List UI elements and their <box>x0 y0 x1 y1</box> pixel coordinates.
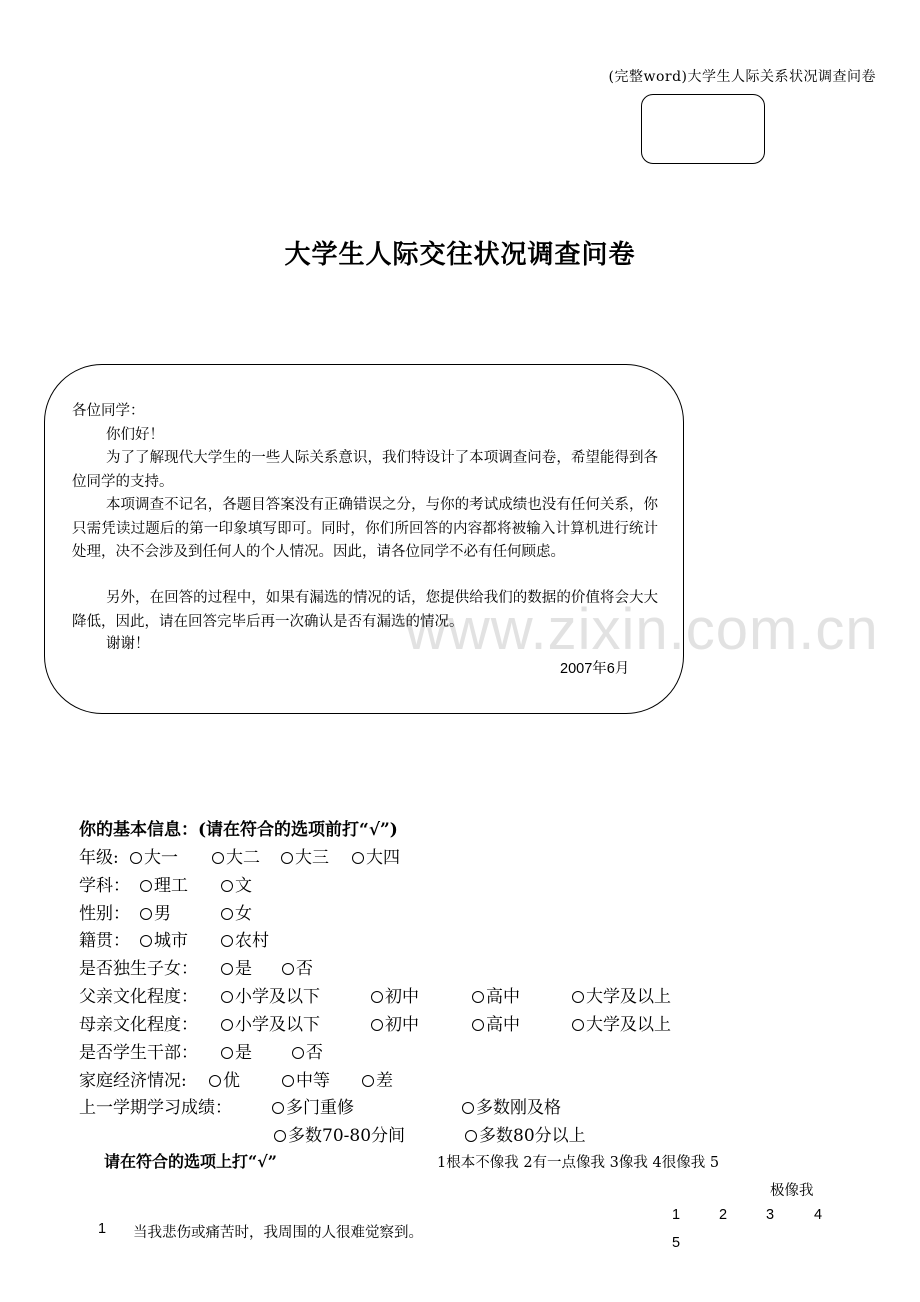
economy-label: 家庭经济情况: <box>79 1071 187 1091</box>
letter-paragraph-1: 为了了解现代大学生的一些人际关系意识，我们特设计了本项调查问卷，希望能得到各位同学的支持。 <box>72 450 658 490</box>
basic-info-heading: 你的基本信息：(请在符合的选项前打“√”) <box>79 820 398 840</box>
origin-option[interactable] <box>221 926 269 951</box>
grade-label: 年级: <box>79 848 119 868</box>
radio-icon <box>371 991 383 1003</box>
mother-edu-option[interactable] <box>371 1010 419 1035</box>
score-option[interactable]: 1 <box>672 1207 681 1223</box>
radio-icon <box>282 1075 294 1087</box>
subject-option[interactable] <box>221 871 252 896</box>
option-label: 大一 <box>144 848 178 868</box>
option-label: 是 <box>235 1043 252 1063</box>
option-label: 否 <box>306 1043 323 1063</box>
radio-icon <box>272 1102 284 1114</box>
letter-paragraph-3: 另外，在回答的过程中，如果有漏选的情况的话，您提供给我们的数据的价值将会大大降低，因此，请在回答完毕后再一次确认是否有漏选的情况。 <box>72 590 658 630</box>
option-label: 大二 <box>226 848 260 868</box>
mother-edu-label: 母亲文化程度： <box>79 1015 198 1035</box>
option-label: 女 <box>235 904 252 924</box>
radio-icon <box>140 880 152 892</box>
grade-option[interactable] <box>212 843 260 868</box>
cadre-option[interactable] <box>221 1038 252 1063</box>
gender-label: 性别： <box>79 904 130 924</box>
code-box <box>641 94 765 164</box>
radio-icon <box>352 852 364 864</box>
grades-option[interactable] <box>462 1093 561 1118</box>
option-label: 多门重修 <box>286 1098 354 1118</box>
radio-icon <box>462 1102 474 1114</box>
option-label: 城市 <box>154 931 188 951</box>
radio-icon <box>572 991 584 1003</box>
radio-icon <box>221 908 233 920</box>
radio-icon <box>572 1019 584 1031</box>
radio-icon <box>282 963 294 975</box>
origin-label: 籍贯： <box>79 931 130 951</box>
radio-icon <box>140 935 152 947</box>
option-label: 初中 <box>385 1015 419 1035</box>
score-option[interactable]: 3 <box>766 1207 775 1223</box>
grades-option[interactable] <box>272 1093 354 1118</box>
radio-icon <box>465 1130 477 1142</box>
economy-option[interactable] <box>209 1066 240 1091</box>
radio-icon <box>274 1130 286 1142</box>
option-label: 农村 <box>235 931 269 951</box>
gender-option[interactable] <box>221 899 252 924</box>
option-label: 理工 <box>154 876 188 896</box>
radio-icon <box>362 1075 374 1087</box>
subject-label: 学科： <box>79 876 130 896</box>
radio-icon <box>221 991 233 1003</box>
radio-icon <box>281 852 293 864</box>
radio-icon <box>371 1019 383 1031</box>
question-text: 当我悲伤或痛苦时，我周围的人很难觉察到。 <box>133 1225 423 1241</box>
radio-icon <box>472 1019 484 1031</box>
grade-option[interactable] <box>130 843 178 868</box>
option-label: 差 <box>376 1071 393 1091</box>
radio-icon <box>221 935 233 947</box>
father-edu-option[interactable] <box>572 982 671 1007</box>
option-label: 大学及以上 <box>586 1015 671 1035</box>
score-option[interactable]: 4 <box>814 1207 823 1223</box>
option-label: 文 <box>235 876 252 896</box>
option-label: 中等 <box>296 1071 330 1091</box>
cadre-option[interactable] <box>292 1038 323 1063</box>
option-label: 高中 <box>486 987 520 1007</box>
father-edu-label: 父亲文化程度： <box>79 987 198 1007</box>
father-edu-option[interactable] <box>371 982 419 1007</box>
radio-icon <box>221 880 233 892</box>
option-label: 高中 <box>486 1015 520 1035</box>
grade-row <box>79 843 119 868</box>
radio-icon <box>212 852 224 864</box>
option-label: 男 <box>154 904 171 924</box>
likert-instruction: 请在符合的选项上打“√” <box>104 1152 277 1171</box>
likert-scale-legend-cont: 极像我 <box>770 1183 814 1199</box>
gender-option[interactable] <box>140 899 171 924</box>
radio-icon <box>130 852 142 864</box>
option-label: 小学及以下 <box>235 987 320 1007</box>
subject-option[interactable] <box>140 871 188 896</box>
only-child-option[interactable] <box>221 954 252 979</box>
cadre-label: 是否学生干部： <box>79 1043 198 1063</box>
letter-thanks: 谢谢！ <box>106 636 150 652</box>
grade-option[interactable] <box>281 843 329 868</box>
grades-label: 上一学期学习成绩： <box>79 1098 232 1118</box>
question-number: 1 <box>98 1221 107 1237</box>
letter-date: 2007年6月 <box>560 661 630 677</box>
option-label: 大四 <box>366 848 400 868</box>
mother-edu-option[interactable] <box>221 1010 320 1035</box>
option-label: 小学及以下 <box>235 1015 320 1035</box>
radio-icon <box>472 991 484 1003</box>
radio-icon <box>221 1047 233 1059</box>
radio-icon <box>292 1047 304 1059</box>
option-label: 多数70-80分间 <box>288 1126 406 1146</box>
option-label: 优 <box>223 1071 240 1091</box>
watermark: www.zixin.com.cn <box>405 597 879 662</box>
mother-edu-option[interactable] <box>572 1010 671 1035</box>
radio-icon <box>221 1019 233 1031</box>
radio-icon <box>221 963 233 975</box>
letter-greeting: 你们好！ <box>106 427 164 443</box>
grades-option[interactable] <box>274 1121 405 1146</box>
mother-edu-option[interactable] <box>472 1010 520 1035</box>
only-child-label: 是否独生子女： <box>79 959 198 979</box>
origin-option[interactable] <box>140 926 188 951</box>
economy-option[interactable] <box>362 1066 393 1091</box>
score-option[interactable]: 2 <box>719 1207 728 1223</box>
option-label: 多数刚及格 <box>476 1098 561 1118</box>
father-edu-option[interactable] <box>472 982 520 1007</box>
option-label: 否 <box>296 959 313 979</box>
option-label: 多数80分以上 <box>479 1126 586 1146</box>
grades-option[interactable] <box>465 1121 586 1146</box>
only-child-option[interactable] <box>282 954 313 979</box>
likert-scale-legend: 1根本不像我 2有一点像我 3像我 4很像我 5 <box>437 1155 720 1171</box>
radio-icon <box>209 1075 221 1087</box>
option-label: 是 <box>235 959 252 979</box>
radio-icon <box>140 908 152 920</box>
option-label: 初中 <box>385 987 419 1007</box>
page-title: 大学生人际交往状况调查问卷 <box>284 240 636 270</box>
score-option[interactable]: 5 <box>672 1235 681 1251</box>
letter-salutation: 各位同学： <box>72 403 145 419</box>
economy-option[interactable] <box>282 1066 330 1091</box>
letter-paragraph-2: 本项调查不记名，各题目答案没有正确错误之分，与你的考试成绩也没有任何关系，你只需凭读过题后的第一印象填写即可。同时，你们所回答的内容都将被输入计算机进行统计处理，决不会涉及到任何人的个人情况。因此，请各位同学不必有任何顾虑。 <box>72 497 658 560</box>
running-header: (完整word)大学生人际关系状况调查问卷 <box>608 69 876 85</box>
grade-option[interactable] <box>352 843 400 868</box>
option-label: 大三 <box>295 848 329 868</box>
option-label: 大学及以上 <box>586 987 671 1007</box>
father-edu-option[interactable] <box>221 982 320 1007</box>
